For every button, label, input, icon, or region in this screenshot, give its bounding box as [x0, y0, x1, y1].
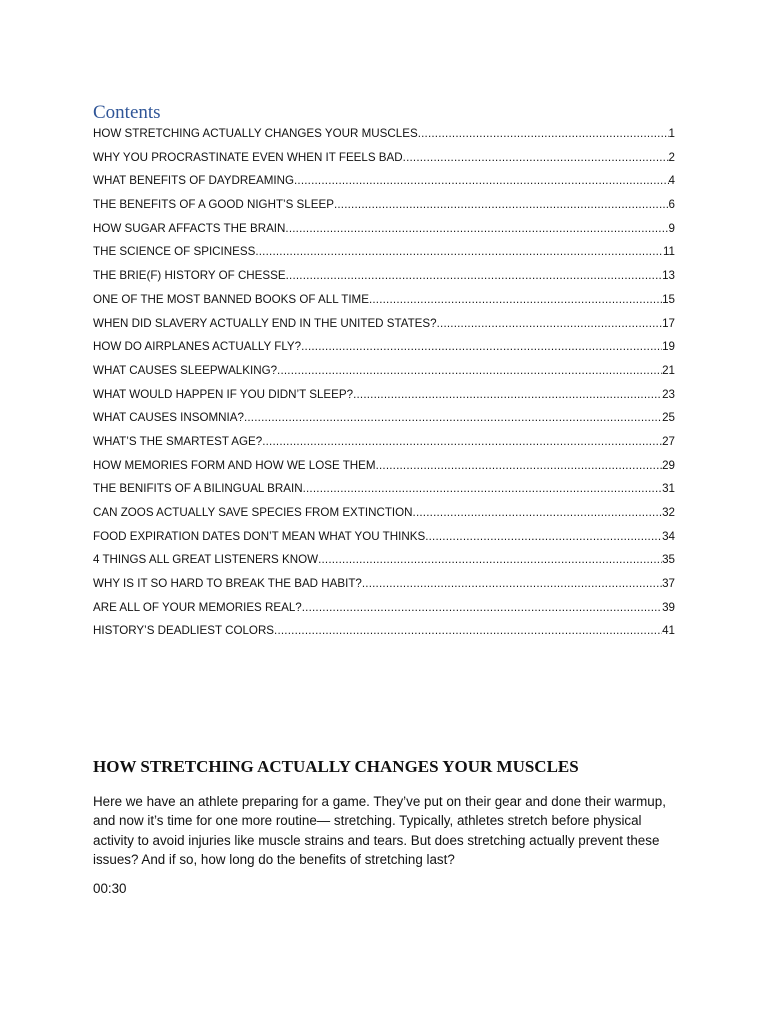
- toc-entry-title: WHY YOU PROCRASTINATE EVEN WHEN IT FEELS BAD: [93, 150, 403, 164]
- toc-entry-title: 4 THINGS ALL GREAT LISTENERS KNOW: [93, 553, 319, 567]
- toc-entry[interactable]: [93, 503, 675, 527]
- toc-entry-title: WHAT CAUSES INSOMNIA?: [93, 411, 244, 425]
- toc-entry[interactable]: [93, 219, 675, 243]
- toc-entry[interactable]: [93, 479, 675, 503]
- toc-dot-leader: [418, 124, 669, 144]
- toc-entry-title: HISTORY’S DEADLIEST COLORS: [93, 624, 275, 638]
- toc-page-number: 34: [662, 529, 675, 543]
- toc-entry[interactable]: [93, 242, 675, 266]
- toc-entry-title: THE BENEFITS OF A GOOD NIGHT’S SLEEP: [93, 198, 334, 212]
- toc-dot-leader: [369, 290, 662, 310]
- toc-entry[interactable]: [93, 385, 675, 409]
- toc-entry[interactable]: [93, 314, 675, 338]
- toc-entry[interactable]: [93, 574, 675, 598]
- toc-dot-leader: [334, 195, 669, 215]
- toc-entry-title: WHAT WOULD HAPPEN IF YOU DIDN’T SLEEP?: [93, 387, 354, 401]
- toc-page-number: 1: [668, 127, 675, 140]
- toc-dot-leader: [403, 148, 669, 168]
- toc-page-number: 27: [662, 434, 675, 448]
- toc-dot-leader: [285, 219, 668, 239]
- toc-page-number: 2: [668, 150, 675, 164]
- toc-page-number: 19: [662, 340, 675, 354]
- toc-entry[interactable]: [93, 124, 675, 148]
- toc-dot-leader: [255, 242, 663, 262]
- toc-page-number: 17: [662, 316, 675, 330]
- toc-entry-title: THE SCIENCE OF SPICINESS: [93, 245, 256, 259]
- toc-entry-title: WHEN DID SLAVERY ACTUALLY END IN THE UNITED STATES?: [93, 316, 437, 330]
- toc-entry-title: HOW SUGAR AFFACTS THE BRAIN: [93, 221, 286, 235]
- toc-entry-title: CAN ZOOS ACTUALLY SAVE SPECIES FROM EXTINCTION: [93, 506, 413, 519]
- toc-entry[interactable]: [93, 527, 675, 551]
- toc-entry[interactable]: [93, 266, 675, 290]
- toc-entry-title: ARE ALL OF YOUR MEMORIES REAL?: [93, 600, 302, 614]
- toc-entry[interactable]: [93, 432, 675, 456]
- toc-entry[interactable]: [93, 290, 675, 314]
- toc-page-number: 25: [662, 411, 675, 425]
- toc-entry-title: WHAT CAUSES SLEEPWALKING?: [93, 363, 278, 377]
- toc-dot-leader: [303, 479, 663, 499]
- toc-entry-title: HOW MEMORIES FORM AND HOW WE LOSE THEM: [93, 458, 376, 472]
- toc-dot-leader: [244, 408, 662, 428]
- toc-page-number: 11: [662, 245, 675, 259]
- toc-dot-leader: [376, 456, 663, 476]
- toc-page-number: 41: [662, 624, 675, 638]
- toc-entry-title: THE BRIE(F) HISTORY OF CHESSE: [93, 269, 286, 283]
- toc-entry-title: WHY IS IT SO HARD TO BREAK THE BAD HABIT?: [93, 577, 362, 591]
- toc-dot-leader: [362, 574, 662, 594]
- toc-entry[interactable]: [93, 456, 675, 480]
- toc-page-number: 39: [662, 600, 675, 614]
- article-body-paragraph: Here we have an athlete preparing for a game. They’ve put on their gear and done their warmup, and now it’s time for one more routine— stretching. Typically, athletes stretch before physical activity to avoid injuries like muscle strains and tears. But does stretching actually prevent these issues? And if so, how long do the benefits of stretching last?: [93, 794, 666, 867]
- toc-page-number: 6: [668, 198, 675, 212]
- toc-page-number: 23: [662, 387, 675, 401]
- toc-entry-title: HOW STRETCHING ACTUALLY CHANGES YOUR MUSCLES: [93, 127, 418, 140]
- toc-dot-leader: [286, 266, 662, 286]
- toc-entry[interactable]: [93, 550, 675, 574]
- toc-dot-leader: [277, 361, 662, 381]
- toc-entry-title: WHAT’S THE SMARTEST AGE?: [93, 434, 263, 448]
- toc-entry[interactable]: [93, 337, 675, 361]
- toc-heading: Contents: [93, 102, 161, 123]
- toc-page-number: 4: [668, 174, 675, 188]
- toc-page-number: 35: [662, 553, 675, 567]
- toc-page-number: 32: [662, 506, 675, 519]
- toc-entry[interactable]: [93, 195, 675, 219]
- table-of-contents: [93, 124, 675, 645]
- toc-page-number: 31: [662, 482, 675, 496]
- toc-entry-title: FOOD EXPIRATION DATES DON’T MEAN WHAT YOU THINKS: [93, 529, 426, 543]
- toc-entry-title: THE BENIFITS OF A BILINGUAL BRAIN: [93, 482, 303, 496]
- toc-page-number: 9: [668, 221, 675, 235]
- toc-entry-title: HOW DO AIRPLANES ACTUALLY FLY?: [93, 340, 302, 354]
- toc-entry-title: WHAT BENEFITS OF DAYDREAMING: [93, 174, 294, 188]
- toc-page-number: 29: [662, 458, 675, 472]
- toc-page-number: 15: [662, 292, 675, 306]
- toc-page-number: 13: [662, 269, 675, 283]
- toc-entry[interactable]: [93, 598, 675, 622]
- toc-dot-leader: [262, 432, 662, 452]
- toc-dot-leader: [302, 598, 662, 618]
- toc-page-number: 21: [662, 363, 675, 377]
- toc-dot-leader: [353, 385, 662, 405]
- toc-entry[interactable]: [93, 621, 675, 645]
- toc-dot-leader: [301, 337, 662, 357]
- toc-entry-title: ONE OF THE MOST BANNED BOOKS OF ALL TIME: [93, 292, 369, 306]
- toc-dot-leader: [294, 171, 669, 191]
- toc-dot-leader: [274, 621, 662, 641]
- timestamp: 00:30: [93, 881, 127, 896]
- article-heading: HOW STRETCHING ACTUALLY CHANGES YOUR MUSCLES: [93, 757, 579, 776]
- toc-page-number: 37: [662, 577, 675, 591]
- toc-dot-leader: [425, 527, 662, 547]
- toc-entry[interactable]: [93, 408, 675, 432]
- toc-dot-leader: [318, 550, 662, 570]
- toc-dot-leader: [437, 314, 662, 334]
- toc-entry[interactable]: [93, 361, 675, 385]
- toc-entry[interactable]: [93, 171, 675, 195]
- toc-dot-leader: [413, 503, 663, 523]
- toc-entry[interactable]: [93, 148, 675, 172]
